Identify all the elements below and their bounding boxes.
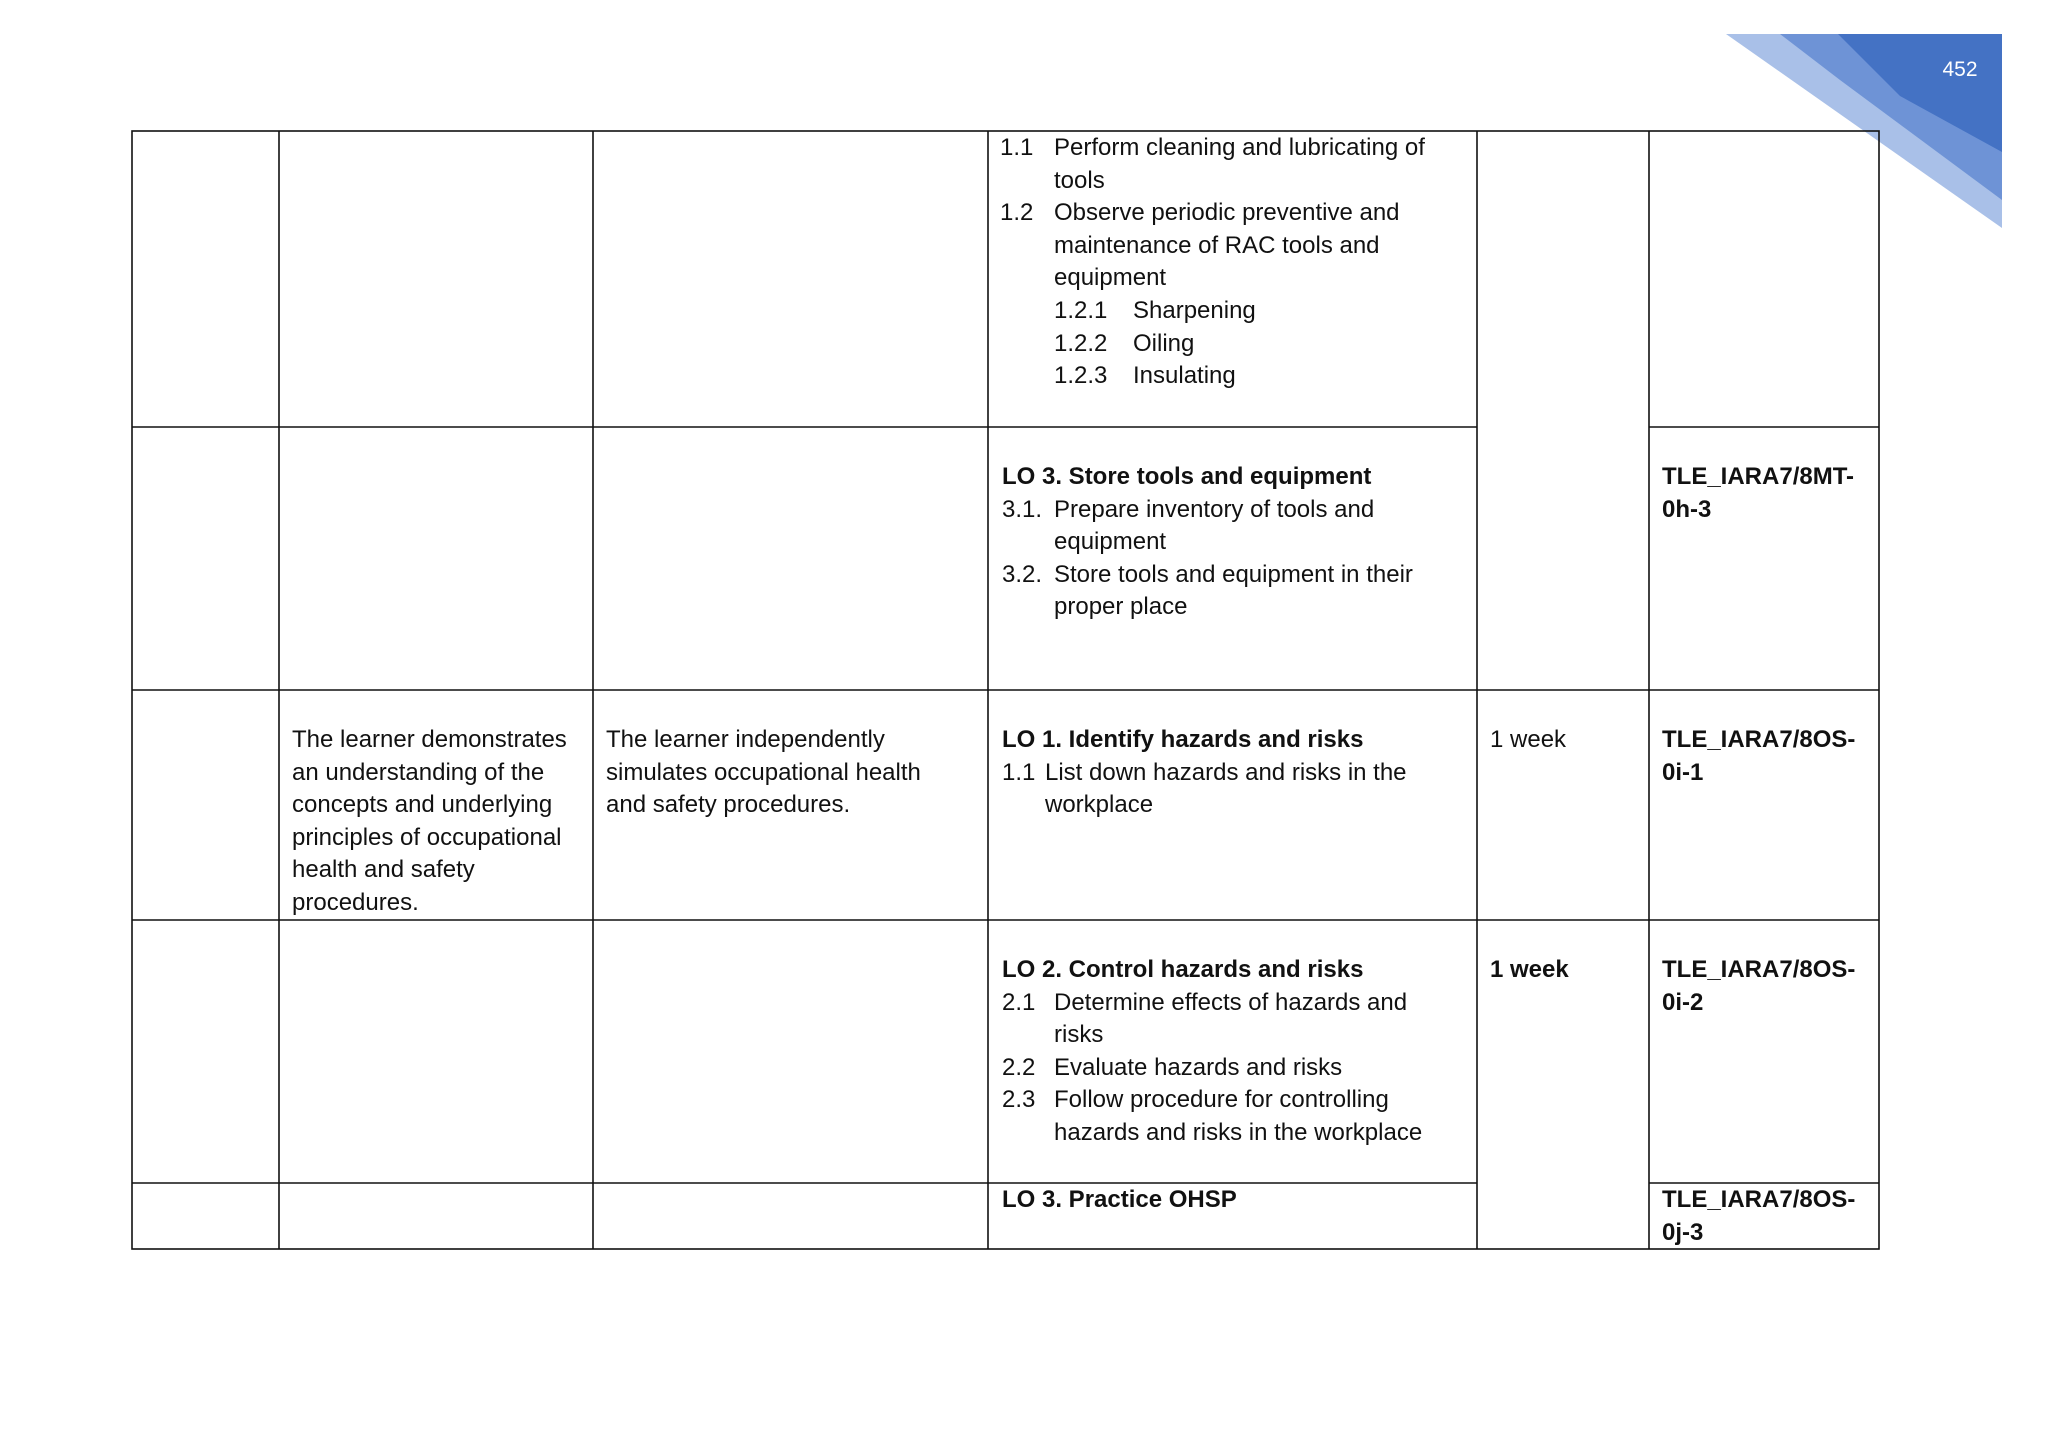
list-item <box>1002 1052 1472 1085</box>
item-text: List down hazards and risks in the workplace <box>1045 758 1407 819</box>
page-number: 452 <box>1942 58 1978 81</box>
item-text: Prepare inventory of tools and equipment <box>1054 495 1375 556</box>
competency-cell <box>1002 1184 1472 1217</box>
item-text: Perform cleaning and lubricating of tools <box>1054 134 1425 194</box>
sub-list-item <box>1054 360 1470 393</box>
item-text: Store tools and equipment in their proper place <box>1054 560 1413 621</box>
duration-cell: 1 week <box>1490 956 1569 983</box>
code-cell: TLE_IARA7/8OS-0j-3 <box>1662 1186 1856 1246</box>
item-number: 3.1. <box>1002 495 1043 523</box>
item-text: Follow procedure for controlling hazards and risks in the workplace <box>1054 1086 1423 1146</box>
competency-cell <box>1002 954 1472 1150</box>
list-item <box>1002 494 1472 559</box>
list-item <box>1000 197 1470 295</box>
list-item <box>1002 1084 1472 1149</box>
item-number: 2.1 <box>1002 988 1036 1016</box>
item-number: 1.2.1 <box>1054 296 1108 324</box>
item-number: 1.1 <box>1002 758 1036 786</box>
item-text: Insulating <box>1133 362 1236 390</box>
list-item <box>1002 757 1472 822</box>
performance-standard-cell: The learner independently simulates occupational health and safety procedures. <box>606 726 921 819</box>
item-text: Determine effects of hazards and risks <box>1054 988 1408 1049</box>
content-standard-cell: The learner demonstrates an understanding of the concepts and underlying principles of occupational health and safety procedures. <box>292 726 567 916</box>
learning-outcome-heading: LO 3. Store tools and equipment <box>1002 463 1372 490</box>
item-text: Observe periodic preventive and maintenance of RAC tools and equipment <box>1054 199 1400 292</box>
competency-cell <box>1000 132 1470 393</box>
item-number: 1.1 <box>1000 134 1034 161</box>
list-item <box>1002 559 1472 624</box>
list-item <box>1000 132 1470 197</box>
item-number: 3.2. <box>1002 560 1043 588</box>
code-cell: TLE_IARA7/8MT-0h-3 <box>1662 463 1855 523</box>
item-number: 2.2 <box>1002 1053 1036 1081</box>
item-number: 2.3 <box>1002 1086 1036 1114</box>
item-text: Oiling <box>1133 329 1195 357</box>
sub-list-item <box>1054 328 1470 361</box>
item-number: 1.2.3 <box>1054 362 1108 390</box>
learning-outcome-heading: LO 1. Identify hazards and risks <box>1002 726 1364 753</box>
duration-cell: 1 week <box>1490 726 1567 753</box>
item-number: 1.2 <box>1000 199 1034 227</box>
item-text: Sharpening <box>1133 296 1256 324</box>
learning-outcome-heading: LO 3. Practice OHSP <box>1002 1186 1237 1213</box>
competency-cell <box>1002 724 1472 822</box>
item-text: Evaluate hazards and risks <box>1054 1053 1343 1081</box>
code-cell: TLE_IARA7/8OS-0i-2 <box>1662 956 1856 1016</box>
item-number: 1.2.2 <box>1054 329 1108 357</box>
code-cell: TLE_IARA7/8OS-0i-1 <box>1662 726 1856 786</box>
learning-outcome-heading: LO 2. Control hazards and risks <box>1002 956 1364 983</box>
sub-list-item <box>1054 295 1470 328</box>
competency-cell <box>1002 461 1472 624</box>
list-item <box>1002 987 1472 1052</box>
